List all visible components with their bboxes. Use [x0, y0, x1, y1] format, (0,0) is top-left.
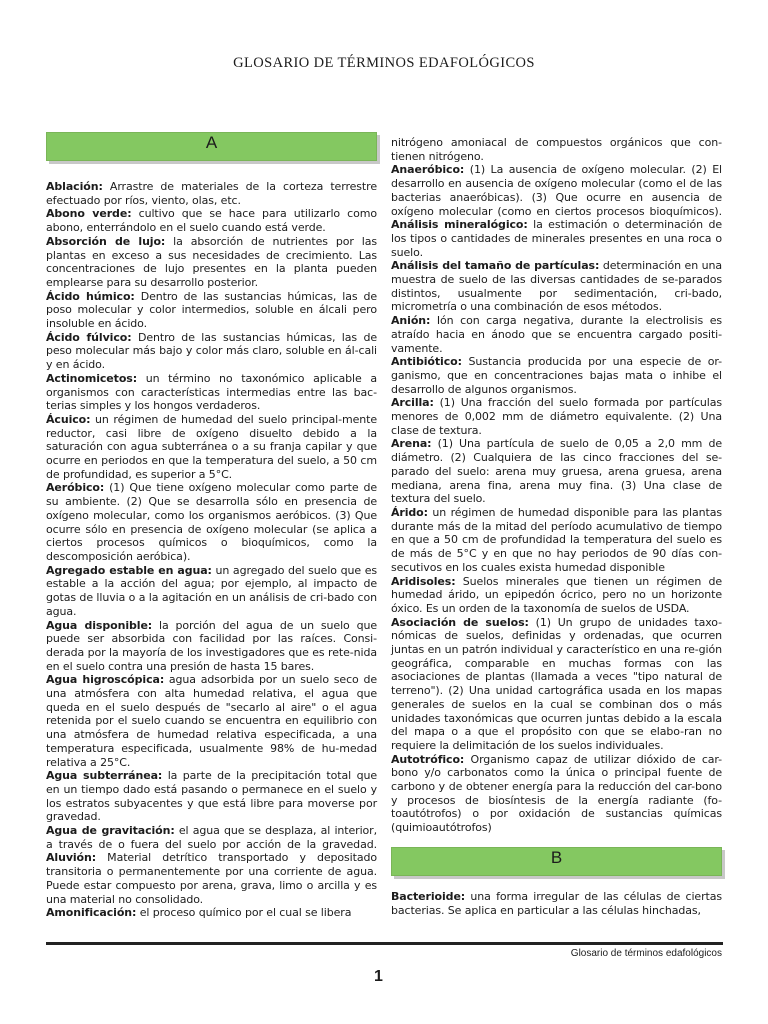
glossary-definition: (1) Que tiene oxígeno molecular como parte de su ambiente. (2) Que se desarrolla sólo en presencia de oxígeno molecular, como los organismos aeróbicos. (3) Que ocurre sólo en presencia de oxígeno molecular (se aplica a ciertos procesos químicos o bioquímicos, como la descomposición aeróbica).: [46, 481, 377, 563]
glossary-term: Amonificación:: [46, 906, 137, 920]
glossary-entry: [391, 616, 722, 753]
glossary-entry: [46, 769, 377, 824]
glossary-term: Aridisoles:: [391, 574, 456, 588]
glossary-definition: un régimen de humedad disponible para las plantas durante más de la mitad del período acumulativo de tiempo en que a 50 cm de profundidad la temperatura del suelo es de más de 5°C y en que no hay periodos de 90 días con-secutivos en los cuales exista humedad disponible: [391, 505, 722, 574]
glossary-term: Agregado estable en agua:: [46, 563, 212, 577]
section-letter-a: A: [205, 133, 218, 152]
glossary-definition: un agregado del suelo que es estable a la acción del agua; por ejemplo, al impacto de gotas de lluvia o a la agitación en un análisis de cri-bado con agua.: [46, 563, 377, 618]
glossary-definition: Suelos minerales que tienen un régimen de humedad árido, un epipedón ócrico, pero no un horizonte óxico. Es un orden de la taxonomía de suelos de USDA.: [391, 574, 722, 615]
glossary-definition: un término no taxonómico aplicable a organismos con características intermedias entre las bac-terias simples y los hongos verdaderos.: [46, 371, 377, 413]
footer-text: Glosario de términos edafológicos: [570, 948, 722, 959]
glossary-definition: (1) Una fracción del suelo formada por partículas menores de 0,002 mm de diámetro equivalente. (2) Una clase de textura.: [391, 396, 722, 437]
glossary-entry: [46, 413, 377, 482]
glossary-term: Ablación:: [46, 180, 103, 193]
glossary-entry: [391, 506, 722, 575]
glossary-entry: [46, 481, 377, 563]
glossary-definition: una forma irregular de las células de ciertas bacterias. Se aplica en particular a las células hinchadas,: [391, 889, 722, 917]
glossary-entry: [46, 372, 377, 413]
glossary-entry: [46, 564, 377, 619]
glossary-definition: Organismo capaz de utilizar dióxido de car-bono y/o carbonatos como la única o principal fuente de carbono y de obtener energía para la reducción del car-bono y procesos de biosíntesis de la energía radiante (fo-toautótrofos) o por oxidación de sustancias químicas (quimioautótrofos): [391, 752, 722, 835]
section-header-a: [46, 132, 377, 161]
glossary-entry: [391, 136, 722, 163]
glossary-entry: [46, 290, 377, 331]
glossary-term: Bacterioide:: [391, 889, 466, 903]
glossary-definition: el proceso químico por el cual se libera: [136, 906, 352, 920]
glossary-entry: [46, 207, 377, 234]
right-column: [391, 136, 722, 917]
glossary-term: Agua disponible:: [46, 618, 153, 632]
glossary-entry: [391, 314, 722, 355]
section-letter-b: B: [550, 847, 563, 867]
glossary-term: Autotrófico:: [391, 752, 465, 766]
glossary-definition: (1) La ausencia de oxígeno molecular. (2) El desarrollo en ausencia de oxígeno molecular (como el de las bacterias anaeróbicas). (3) Que ocurre en ausencia de oxígeno molecular (como en ciertos procesos bioquímicos).: [391, 163, 722, 218]
glossary-definition: la absorción de nutrientes por las plantas en exceso a sus necesidades de crecimiento. Las concentraciones de lujo presentes en la planta pueden emplearse para su desarrollo posterior.: [46, 234, 377, 289]
glossary-definition: agua adsorbida por un suelo seco de una atmósfera con alta humedad relativa, el agua que queda en el suelo después de "secarlo al aire" o el agua retenida por el suelo cuando se encuentra en equilibrio con una atmósfera de humedad relativa especificada, a una temperatura especificada, usualmente 98% de hu-medad relativa a 25°C.: [46, 673, 377, 769]
glossary-entry: [391, 396, 722, 437]
glossary-definition: un régimen de humedad del suelo principal-mente reductor, casi libre de oxígeno disuelto debido a la saturación con agua subterránea o a su franja capilar y que ocurre en periodos en que la temperatura del suelo, a 50 cm de profundidad, es superior a 5°C.: [46, 412, 377, 481]
left-column: [46, 132, 377, 920]
glossary-definition: Arrastre de materiales de la corteza terrestre efectuado por ríos, viento, olas, etc.: [46, 180, 377, 207]
glossary-entry: [391, 259, 722, 314]
glossary-term: Abono verde:: [46, 207, 132, 221]
glossary-entry: [46, 619, 377, 674]
glossary-term: Anión:: [391, 314, 431, 328]
glossary-definition: nitrógeno amoniacal de compuestos orgánicos que con-tienen nitrógeno.: [391, 136, 722, 163]
glossary-entry: [391, 753, 722, 835]
glossary-term: Anaeróbico:: [391, 163, 465, 177]
glossary-term: Aluvión:: [46, 851, 97, 865]
section-header-b: [391, 847, 722, 876]
glossary-term: Análisis mineralógico:: [391, 218, 528, 232]
glossary-definition: la porción del agua de un suelo que puede ser absorbida con facilidad por las raíces. Consi-derada por la mayoría de los investigadores que es rete-nida en el suelo contra una presión de hasta 15 bares.: [46, 618, 377, 673]
glossary-term: Arcilla:: [391, 396, 434, 410]
glossary-entry: [391, 163, 722, 259]
glossary-entries-right: [391, 136, 722, 835]
glossary-definition: Dentro de las sustancias húmicas, las de poso molecular y color intermedios, soluble en álcali pero insoluble en ácido.: [46, 289, 377, 331]
glossary-definition: la estimación o determinación de los tipos o cantidades de minerales presentes en una roca o suelo.: [391, 218, 722, 259]
glossary-entry: [46, 180, 377, 207]
glossary-entry: [391, 437, 722, 506]
glossary-definition: el agua que se desplaza, al interior, a través de o fuera del suelo por acción de la gravedad.: [46, 824, 377, 851]
glossary-term: Aeróbico:: [46, 481, 105, 495]
glossary-definition: cultivo que se hace para utilizarlo como abono, enterrándolo en el suelo cuando está verde.: [46, 207, 377, 235]
glossary-entry: [46, 673, 377, 769]
footer-rule: [46, 942, 723, 945]
glossary-definition: Ión con carga negativa, durante la electrolisis es atraído hacia en ánodo que se encuentra cargado positi-vamente.: [391, 314, 722, 355]
glossary-term: Análisis del tamaño de partículas:: [391, 259, 600, 273]
glossary-entries-left: [46, 180, 377, 920]
glossary-entry: [391, 575, 722, 616]
glossary-entry: [391, 355, 722, 396]
glossary-entry: [46, 235, 377, 290]
glossary-definition: (1) Un grupo de unidades taxo-nómicas de suelos, definidas y ordenadas, que ocurren juntas en un patrón individual y característico en una re-gión geográfica, comparable en muchas formas con las asociaciones de plantas (llamada a veces "tipo natural de terreno"). (2) Una unidad cartográfica usada en los mapas generales de suelos en la cual se combinan dos o más unidades taxonómicas que ocurren juntas debido a la escala del mapa o a que el propósito con que se elabo-ran no requiere la delimitación de los suelos individuales.: [391, 615, 722, 752]
glossary-term: Actinomicetos:: [46, 371, 138, 385]
glossary-definition: Material detrítico transportado y depositado transitoria o permanentemente por una corriente de agua. Puede estar compuesto por arena, grava, limo o arcilla y es una material no consolidado.: [46, 851, 377, 906]
glossary-term: Asociación de suelos:: [391, 615, 529, 629]
glossary-term: Antibiótico:: [391, 355, 462, 369]
glossary-term: Agua subterránea:: [46, 769, 163, 783]
glossary-term: Árido:: [391, 505, 428, 519]
glossary-definition: Dentro de las sustancias húmicas, las de peso molecular más bajo y color más claro, soluble en ál-cali y en ácido.: [46, 330, 377, 372]
glossary-entries-b: [391, 890, 722, 917]
glossary-term: Arena:: [391, 437, 432, 451]
glossary-term: Ácuico:: [46, 412, 91, 426]
page-title: GLOSARIO DE TÉRMINOS EDAFOLÓGICOS: [233, 55, 535, 71]
glossary-definition: la parte de la precipitación total que en un tiempo dado está pasando o permanece en el suelo y los estratos subyacentes y que está libre para moverse por gravedad.: [46, 769, 377, 824]
glossary-definition: (1) Una partícula de suelo de 0,05 a 2,0 mm de diámetro. (2) Cualquiera de las cinco fracciones del se-parado del suelo: arena muy gruesa, arena gruesa, arena mediana, arena fina, arena muy fina. (3) Una clase de textura del suelo.: [391, 437, 722, 506]
glossary-entry: [46, 906, 377, 920]
glossary-term: Ácido húmico:: [46, 289, 135, 303]
page-number: 1: [374, 968, 383, 985]
glossary-entry: [391, 890, 722, 917]
glossary-term: Agua higroscópica:: [46, 673, 165, 687]
glossary-term: Absorción de lujo:: [46, 234, 166, 248]
glossary-entry: [46, 824, 377, 906]
glossary-term: Ácido fúlvico:: [46, 330, 132, 344]
glossary-definition: determinación en una muestra de suelo de las diversas cantidades de se-parados distintos, usualmente por sedimentación, cri-bado, micrometría o una combinación de esos métodos.: [391, 259, 723, 314]
glossary-definition: Sustancia producida por una especie de or-ganismo, que en concentraciones bajas mata o inhibe el desarrollo de algunos organismos.: [391, 355, 722, 396]
glossary-term: Agua de gravitación:: [46, 824, 175, 838]
glossary-entry: [46, 331, 377, 372]
